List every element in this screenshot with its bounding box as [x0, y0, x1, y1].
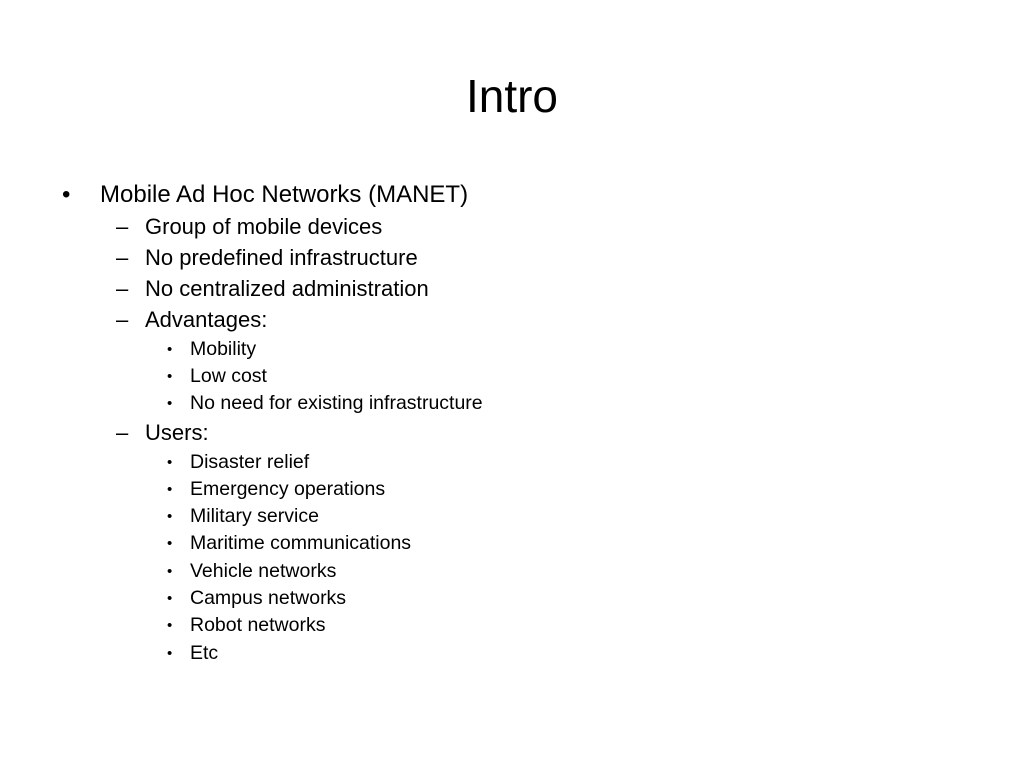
bullet-icon: • [167, 645, 173, 662]
user-item-text: Disaster relief [190, 451, 310, 473]
user-item-text: Etc [190, 642, 219, 664]
sub-item-text: Users: [145, 420, 209, 445]
user-item-text: Vehicle networks [190, 560, 337, 582]
dash-icon: – [116, 214, 129, 239]
dash-icon: – [116, 307, 129, 332]
dash-icon: – [116, 276, 129, 301]
user-item-text: Emergency operations [190, 478, 386, 500]
user-item-text: Robot networks [190, 614, 326, 636]
bullet-icon: • [167, 341, 173, 358]
user-item-text: Maritime communications [190, 532, 412, 554]
bullet-icon: • [167, 395, 173, 412]
bullet-icon: • [167, 563, 173, 580]
bullet-icon: • [167, 617, 173, 634]
user-item-text: Campus networks [190, 587, 347, 609]
bullet-icon: • [167, 454, 173, 471]
sub-item-text: No predefined infrastructure [145, 245, 418, 270]
advantage-item-text: Low cost [190, 365, 267, 387]
bullet-icon: • [167, 535, 173, 552]
sub-item-text: No centralized administration [145, 276, 429, 301]
sub-item-text: Advantages: [145, 307, 268, 332]
advantage-item-text: No need for existing infrastructure [190, 392, 483, 414]
bullet-icon: • [167, 508, 173, 525]
bullet-text: Mobile Ad Hoc Networks (MANET) [100, 181, 469, 208]
user-item-text: Military service [190, 505, 319, 527]
sub-item-text: Group of mobile devices [145, 214, 383, 239]
slide-title: Intro [465, 70, 559, 122]
dash-icon: – [116, 420, 129, 445]
bullet-icon: • [167, 368, 173, 385]
bullet-icon: • [167, 481, 173, 498]
dash-icon: – [116, 245, 129, 270]
bullet-icon: • [62, 181, 71, 208]
bullet-icon: • [167, 590, 173, 607]
advantage-item-text: Mobility [190, 338, 257, 360]
